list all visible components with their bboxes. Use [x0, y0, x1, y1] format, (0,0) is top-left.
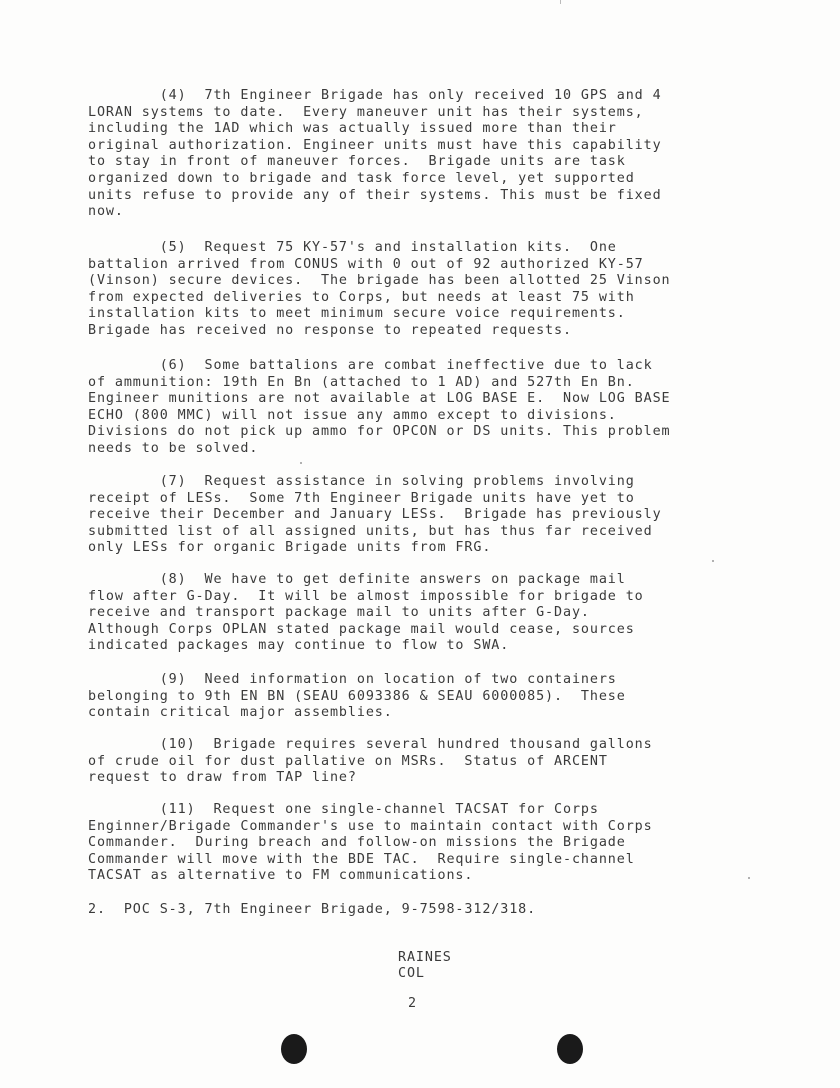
- punch-hole-left: [281, 1034, 307, 1064]
- paragraph-11: (11) Request one single-channel TACSAT for Corps Enginner/Brigade Commander's use to maintain contact with Corps Commander. During breach and follow-on missions the Brigade Commander will move with the BDE TAC. Require single-channel TACSAT as alternative to FM communications.: [88, 802, 653, 884]
- paragraph-5: (5) Request 75 KY-57's and installation kits. One battalion arrived from CONUS with 0 out of 92 authorized KY-57 (Vinson) secure devices. The brigade has been allotted 25 Vinson from expected deliveries to Corps, but needs at least 75 with installation kits to meet minimum secure voice requirements. Brigade has received no response to repeated requests.: [88, 240, 671, 338]
- paragraph-10: (10) Brigade requires several hundred thousand gallons of crude oil for dust pallative on MSRs. Status of ARCENT request to draw from TAP line?: [88, 737, 653, 786]
- paragraph-4: (4) 7th Engineer Brigade has only received 10 GPS and 4 LORAN systems to date. Every maneuver unit has their systems, including the 1AD which was actually issued more than their original authorization. Engineer units must have this capability to stay in front of maneuver forces. Brigade units are task organized down to brigade and task force level, yet supported units refuse to provide any of their systems. This must be fixed now.: [88, 88, 662, 220]
- paragraph-9: (9) Need information on location of two containers belonging to 9th EN BN (SEAU 6093386 & SEAU 6000085). These contain critical major assemblies.: [88, 672, 626, 721]
- paragraph-7: (7) Request assistance in solving problems involving receipt of LESs. Some 7th Engineer Brigade units have yet to receive their December and January LESs. Brigade has previously submitted list of all assigned units, but has thus far received only LESs for organic Brigade units from FRG.: [88, 474, 662, 556]
- signature-name: RAINES: [398, 950, 452, 965]
- scan-speck: [748, 877, 750, 879]
- punch-hole-right: [557, 1034, 583, 1064]
- scan-speck: [300, 462, 302, 464]
- scan-edge-mark: [560, 0, 561, 4]
- signature-rank: COL: [398, 966, 425, 981]
- paragraph-poc: 2. POC S-3, 7th Engineer Brigade, 9-7598-312/318.: [88, 902, 537, 917]
- paragraph-8: (8) We have to get definite answers on package mail flow after G-Day. It will be almost impossible for brigade to receive and transport package mail to units after G-Day. Although Corps OPLAN stated package mail would cease, sources indicated packages may continue to flow to SWA.: [88, 572, 644, 654]
- scan-speck: [712, 560, 714, 562]
- page-number: 2: [408, 996, 417, 1011]
- paragraph-6: (6) Some battalions are combat ineffective due to lack of ammunition: 19th En Bn (attached to 1 AD) and 527th En Bn. Engineer munitions are not available at LOG BASE E. Now LOG BASE ECHO (800 MMC) will not issue any ammo except to divisions. Divisions do not pick up ammo for OPCON or DS units. This problem needs to be solved.: [88, 358, 671, 456]
